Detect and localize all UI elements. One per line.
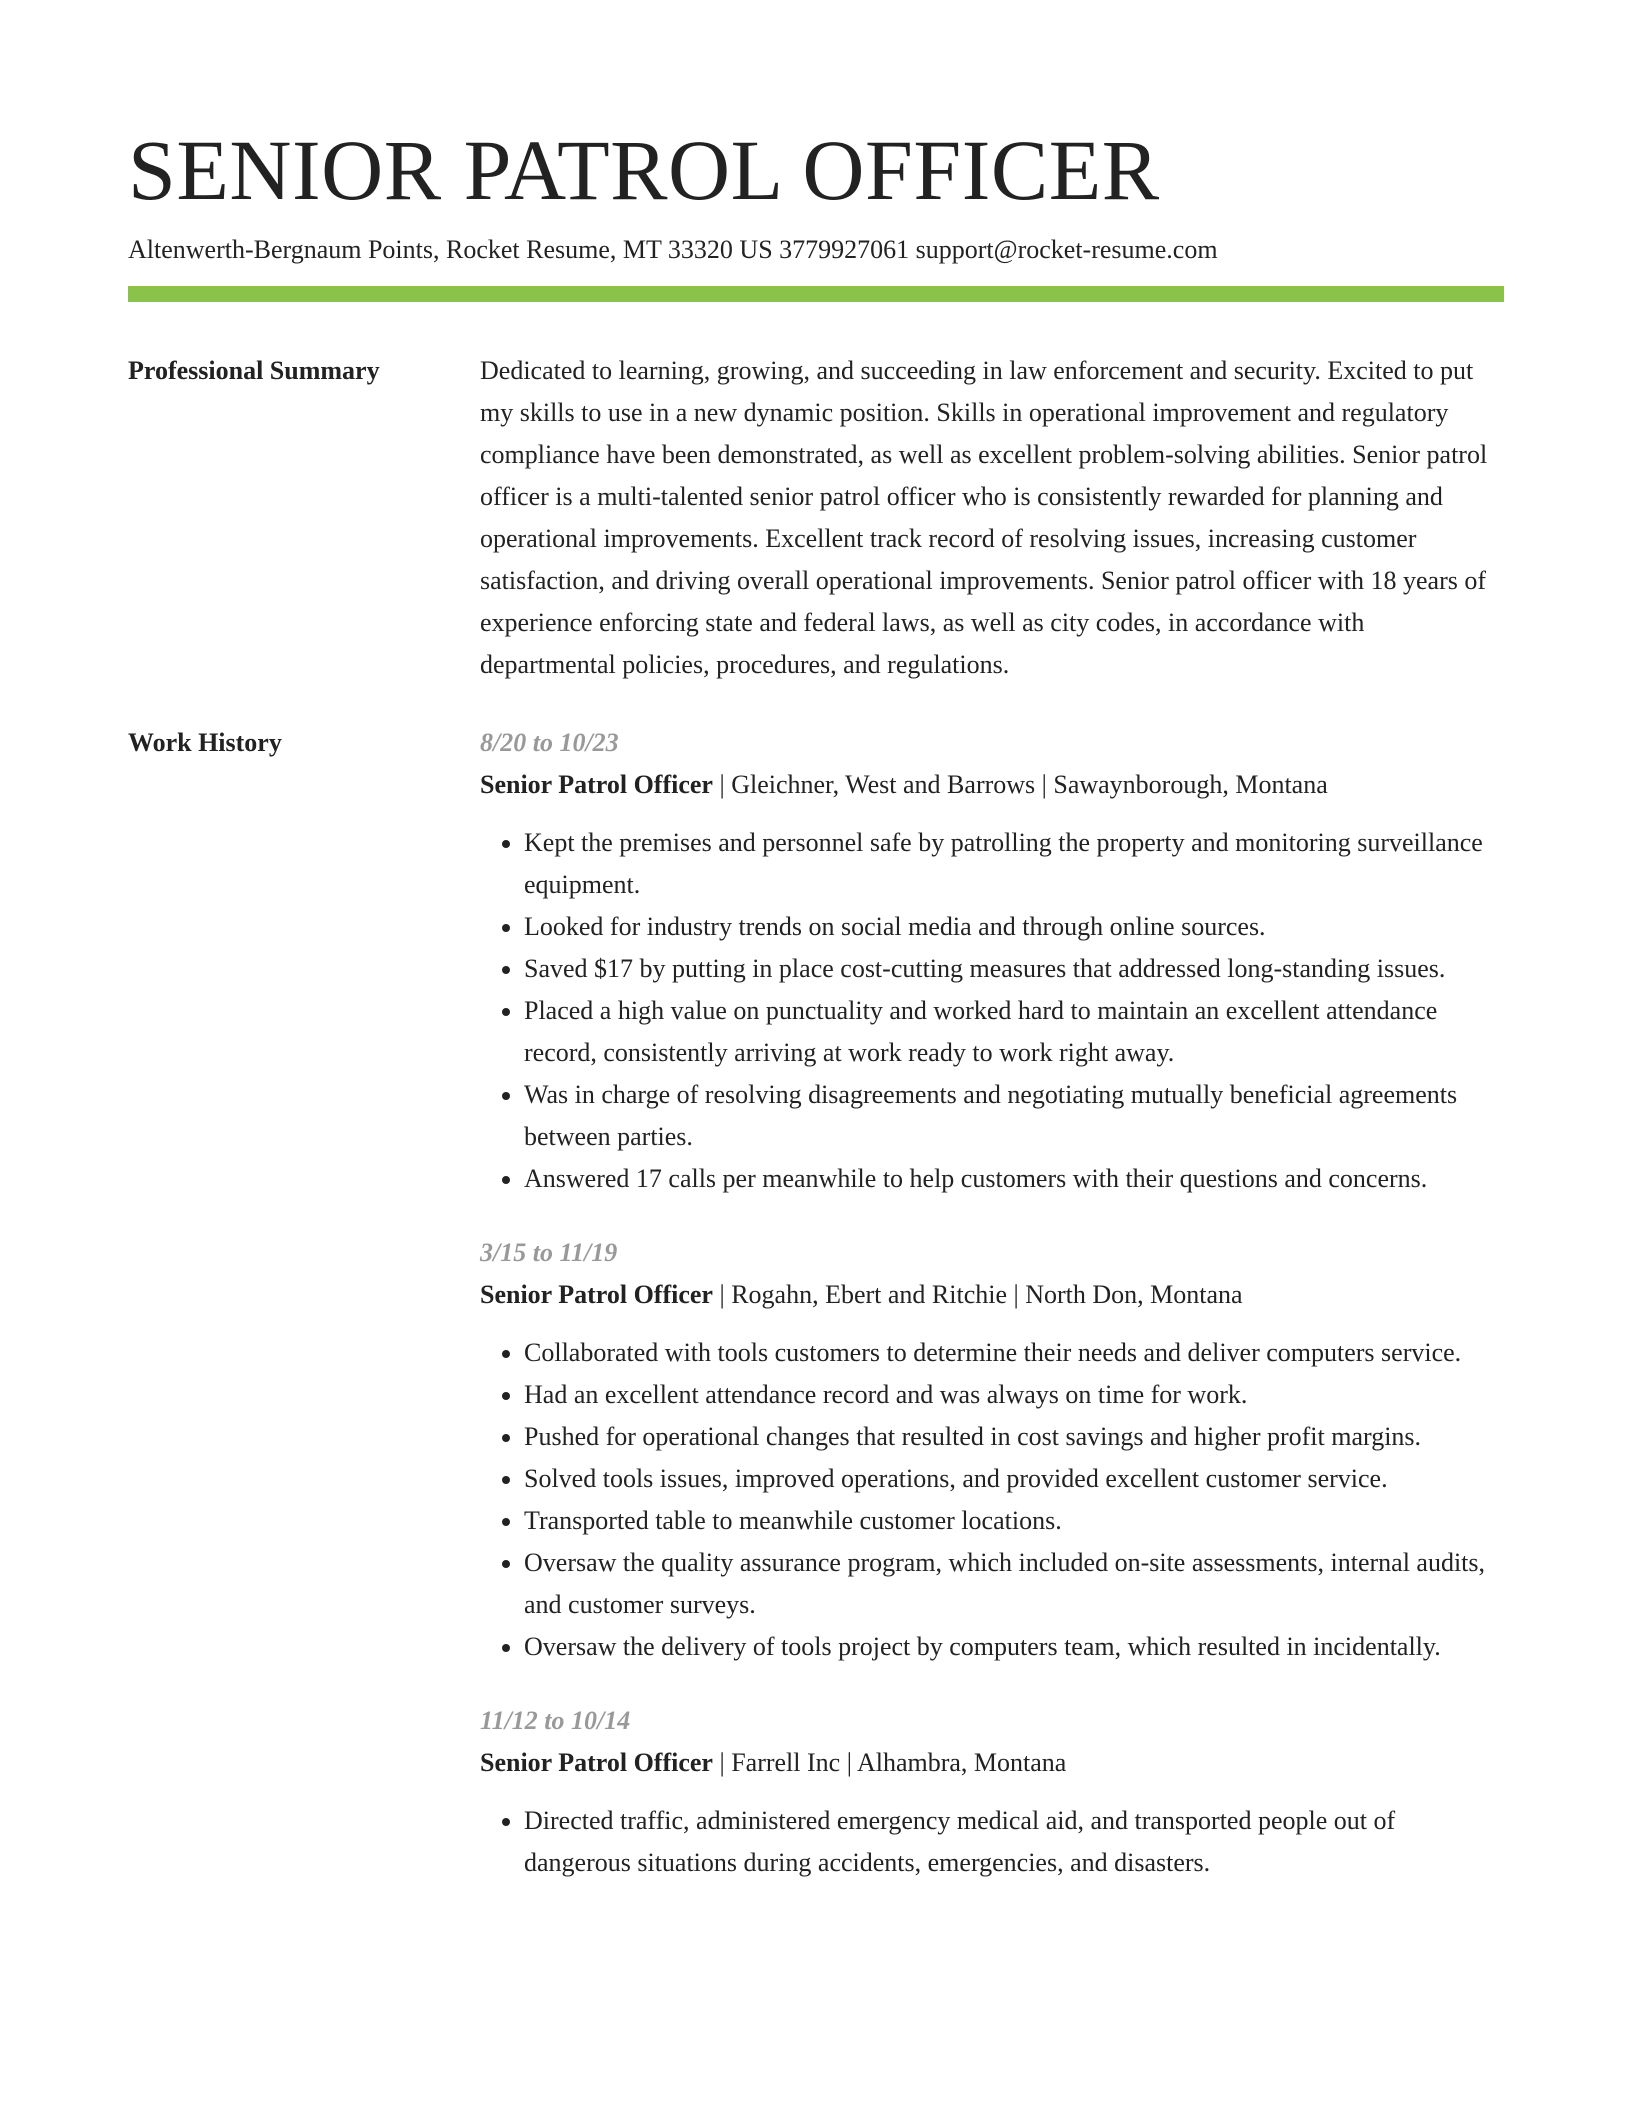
job-header [480, 1742, 1504, 1784]
header-divider [128, 286, 1504, 302]
job-bullet: • Had an excellent attendance record and was always on time for work. [524, 1374, 1504, 1416]
resume-page [128, 120, 1504, 1884]
job-dates: 8/20 to 10/23 [480, 728, 619, 757]
job-bullet: • Kept the premises and personnel safe by patrolling the property and monitoring surveillance equipment. [524, 822, 1504, 906]
summary-section [128, 350, 1504, 686]
job-bullet: • Was in charge of resolving disagreements and negotiating mutually beneficial agreements between parties. [524, 1074, 1504, 1158]
job-bullet: • Solved tools issues, improved operations, and provided excellent customer service. [524, 1458, 1504, 1500]
job-title: Senior Patrol Officer [480, 1280, 713, 1309]
job-title: Senior Patrol Officer [480, 1748, 713, 1777]
summary-text: Dedicated to learning, growing, and succeeding in law enforcement and security. Excited to put my skills to use in a new dynamic position. Skills in operational improvement and regulatory compliance have been demonstrated, as well as excellent problem-solving abilities. Senior patrol officer is a multi-talented senior patrol officer who is consistently rewarded for planning and operational improvements. Excellent track record of resolving issues, increasing customer satisfaction, and driving overall operational improvements. Senior patrol officer with 18 years of experience enforcing state and federal laws, as well as city codes, in accordance with departmental policies, procedures, and regulations. [480, 356, 1488, 679]
job-details: | Rogahn, Ebert and Ritchie | North Don, Montana [712, 1280, 1243, 1309]
job-bullets [480, 1332, 1504, 1668]
work-history-heading: Work History [128, 728, 282, 757]
job-title: Senior Patrol Officer [480, 770, 713, 799]
job-bullet: • Transported table to meanwhile customer locations. [524, 1500, 1504, 1542]
summary-body [480, 350, 1504, 686]
job-bullets [480, 822, 1504, 1200]
job-bullet: • Oversaw the quality assurance program, which included on-site assessments, internal audits, and customer surveys. [524, 1542, 1504, 1626]
job-details: | Gleichner, West and Barrows | Sawaynborough, Montana [712, 770, 1328, 799]
job-entry [480, 1232, 1504, 1668]
job-bullet: • Looked for industry trends on social media and through online sources. [524, 906, 1504, 948]
job-header [480, 1274, 1504, 1316]
resume-name: SENIOR PATROL OFFICER [128, 122, 1160, 218]
job-entry [480, 722, 1504, 1200]
summary-heading: Professional Summary [128, 356, 380, 385]
job-bullet: • Saved $17 by putting in place cost-cutting measures that addressed long-standing issues. [524, 948, 1504, 990]
job-bullet: • Pushed for operational changes that resulted in cost savings and higher profit margins. [524, 1416, 1504, 1458]
job-bullets [480, 1800, 1504, 1884]
work-history-body [480, 722, 1504, 1884]
job-bullet: • Placed a high value on punctuality and worked hard to maintain an excellent attendance record, consistently arriving at work ready to work right away. [524, 990, 1504, 1074]
contact-line: Altenwerth-Bergnaum Points, Rocket Resume, MT 33320 US 3779927061 support@rocket-resume.com [128, 235, 1218, 264]
job-details: | Farrell Inc | Alhambra, Montana [712, 1748, 1067, 1777]
job-dates: 11/12 to 10/14 [480, 1706, 631, 1735]
job-bullet: • Answered 17 calls per meanwhile to help customers with their questions and concerns. [524, 1158, 1504, 1200]
work-history-section [128, 722, 1504, 1884]
job-dates: 3/15 to 11/19 [480, 1238, 618, 1267]
job-bullet: • Oversaw the delivery of tools project by computers team, which resulted in incidentally. [524, 1626, 1504, 1668]
job-bullet: • Collaborated with tools customers to determine their needs and deliver computers service. [524, 1332, 1504, 1374]
job-bullet: • Directed traffic, administered emergency medical aid, and transported people out of dangerous situations during accidents, emergencies, and disasters. [524, 1800, 1504, 1884]
job-header [480, 764, 1504, 806]
job-entry [480, 1700, 1504, 1884]
